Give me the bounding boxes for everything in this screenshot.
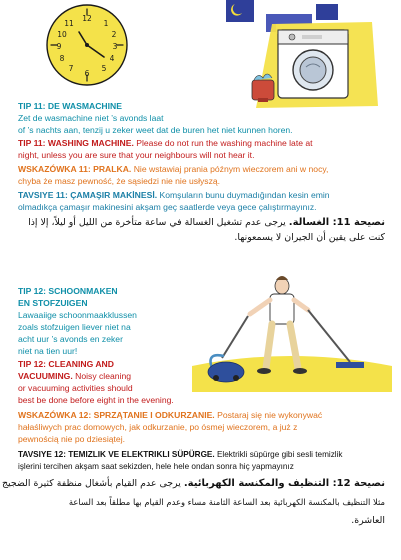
- tip12-ar-line: العاشرة.: [351, 515, 385, 526]
- washing-machine-illustration: [222, 0, 384, 110]
- tip12-nl-line: zoals stofzuigen liever niet na: [18, 322, 131, 332]
- vacuuming-man-illustration: [186, 270, 394, 395]
- svg-text:5: 5: [101, 64, 107, 73]
- tip12-ar-heading: نصيحة 12: التنظيف والمكنسة الكهربائية.: [183, 478, 385, 489]
- svg-text:6: 6: [84, 69, 90, 78]
- tip12-pl-paragraph: [18, 409, 322, 421]
- svg-text:3: 3: [112, 42, 118, 51]
- tip11-nl-line: of ’s nachts aan, tenzij u zeker weet dat de buren het niet kunnen horen.: [18, 125, 293, 135]
- tip12-en-line: best be done before eight in the evening.: [18, 395, 174, 405]
- tip12-en-heading: VACUUMING.: [18, 371, 73, 381]
- svg-text:9: 9: [56, 42, 62, 51]
- tip11-pl-heading: WSKAZÓWKA 11: PRALKA.: [18, 164, 132, 174]
- svg-text:2: 2: [111, 30, 117, 39]
- tip12-tr-line: işlerini tercihen akşam saat sekizden, hele hele ondan sonra hiç yapmayınız: [18, 462, 294, 471]
- tip11-en-heading: TIP 11: WASHING MACHINE.: [18, 138, 134, 148]
- tip11-en-line: night, unless you are sure that your neighbours will not hear it.: [18, 150, 255, 160]
- tip11-ar-line: كنت على يقين أن الجيران لا يسمعونها.: [234, 232, 385, 243]
- tip12-pl-line: Postaraj się nie wykonywać: [214, 410, 323, 420]
- tip12-pl-heading: WSKAZÓWKA 12: SPRZĄTANIE I ODKURZANIE.: [18, 410, 215, 420]
- svg-text:1: 1: [103, 19, 109, 28]
- tip12-ar-line: مثلا التنظيف بالمكنسة الكهربائية بعد الساعة الثامنة مساء وعدم القيام بها مطلقاً بعد الساعة: [68, 497, 385, 507]
- tip11-tr-heading: TAVSIYE 11: ÇAMAŞIR MAKİNESİ.: [18, 190, 158, 200]
- tip12-nl-line: Lawaaiige schoonmaakklussen: [18, 310, 137, 320]
- tip11-pl-line: Nie wstawiaj prania późnym wieczorem ani w nocy,: [131, 164, 329, 174]
- tip12-en-paragraph: [18, 370, 131, 382]
- tip12-tr-heading: TAVSIYE 12: TEMIZLIK VE ELEKTRIKLI SÜPÜRGE.: [18, 450, 215, 459]
- tip12-en-line: or vacuuming activities should: [18, 383, 133, 393]
- tip12-tr-line: Elektrikli süpürge gibi sesli temizlik: [214, 450, 343, 459]
- svg-text:8: 8: [59, 54, 65, 63]
- tip12-ar-paragraph: [2, 477, 385, 490]
- tip12-nl-heading: EN STOFZUIGEN: [18, 298, 88, 308]
- tip12-pl-line: pewnością nie po dziesiątej.: [18, 434, 126, 444]
- svg-text:11: 11: [64, 19, 74, 28]
- tip12-ar-line: يرجى عدم القيام بأشغال منظفة كثيرة الضجيج: [2, 478, 181, 489]
- clock-illustration: [44, 2, 130, 88]
- tip11-tr-line: olmadıkça çamaşır makinesini akşam geç saatlerde veya gece çalıştırmayınız.: [18, 202, 317, 212]
- tip12-nl-heading: TIP 12: SCHOONMAKEN: [18, 286, 118, 296]
- tip11-en-line: Please do not run the washing machine late at: [133, 138, 313, 148]
- tip12-en-line: Noisy cleaning: [72, 371, 132, 381]
- tip11-pl-line: chyba że masz pewność, że sąsiedzi nie nie usłyszą.: [18, 176, 221, 186]
- svg-text:4: 4: [109, 54, 115, 63]
- tip11-en-paragraph: [18, 137, 313, 149]
- svg-text:10: 10: [57, 30, 67, 39]
- tip11-tr-paragraph: [18, 189, 330, 201]
- tip11-tr-line: Komşuların bunu duymadığından kesin emin: [157, 190, 330, 200]
- tip11-ar-line: يرجى عدم تشغيل الغسالة في ساعة متأخرة من الليل أو ليلاً، إلا إذا: [28, 217, 286, 228]
- svg-text:12: 12: [82, 14, 92, 23]
- tip11-nl-heading: TIP 11: DE WASMACHINE: [18, 101, 122, 111]
- tip12-pl-line: hałaśliwych prac domowych, jak odkurzanie, po ósmej wieczorem, a już z: [18, 422, 298, 432]
- tip11-ar-heading: نصيحة 11: الغسالة.: [288, 217, 385, 228]
- tip11-nl-line: Zet de wasmachine niet ’s avonds laat: [18, 113, 164, 123]
- tip11-ar-paragraph: [28, 216, 385, 229]
- tip12-tr-paragraph: [18, 449, 343, 461]
- svg-text:7: 7: [68, 64, 74, 73]
- tip11-pl-paragraph: [18, 163, 328, 175]
- tip12-nl-line: niet na tien uur!: [18, 346, 78, 356]
- tip12-en-heading: TIP 12: CLEANING AND: [18, 359, 114, 369]
- tip12-nl-line: acht uur ’s avonds en zeker: [18, 334, 123, 344]
